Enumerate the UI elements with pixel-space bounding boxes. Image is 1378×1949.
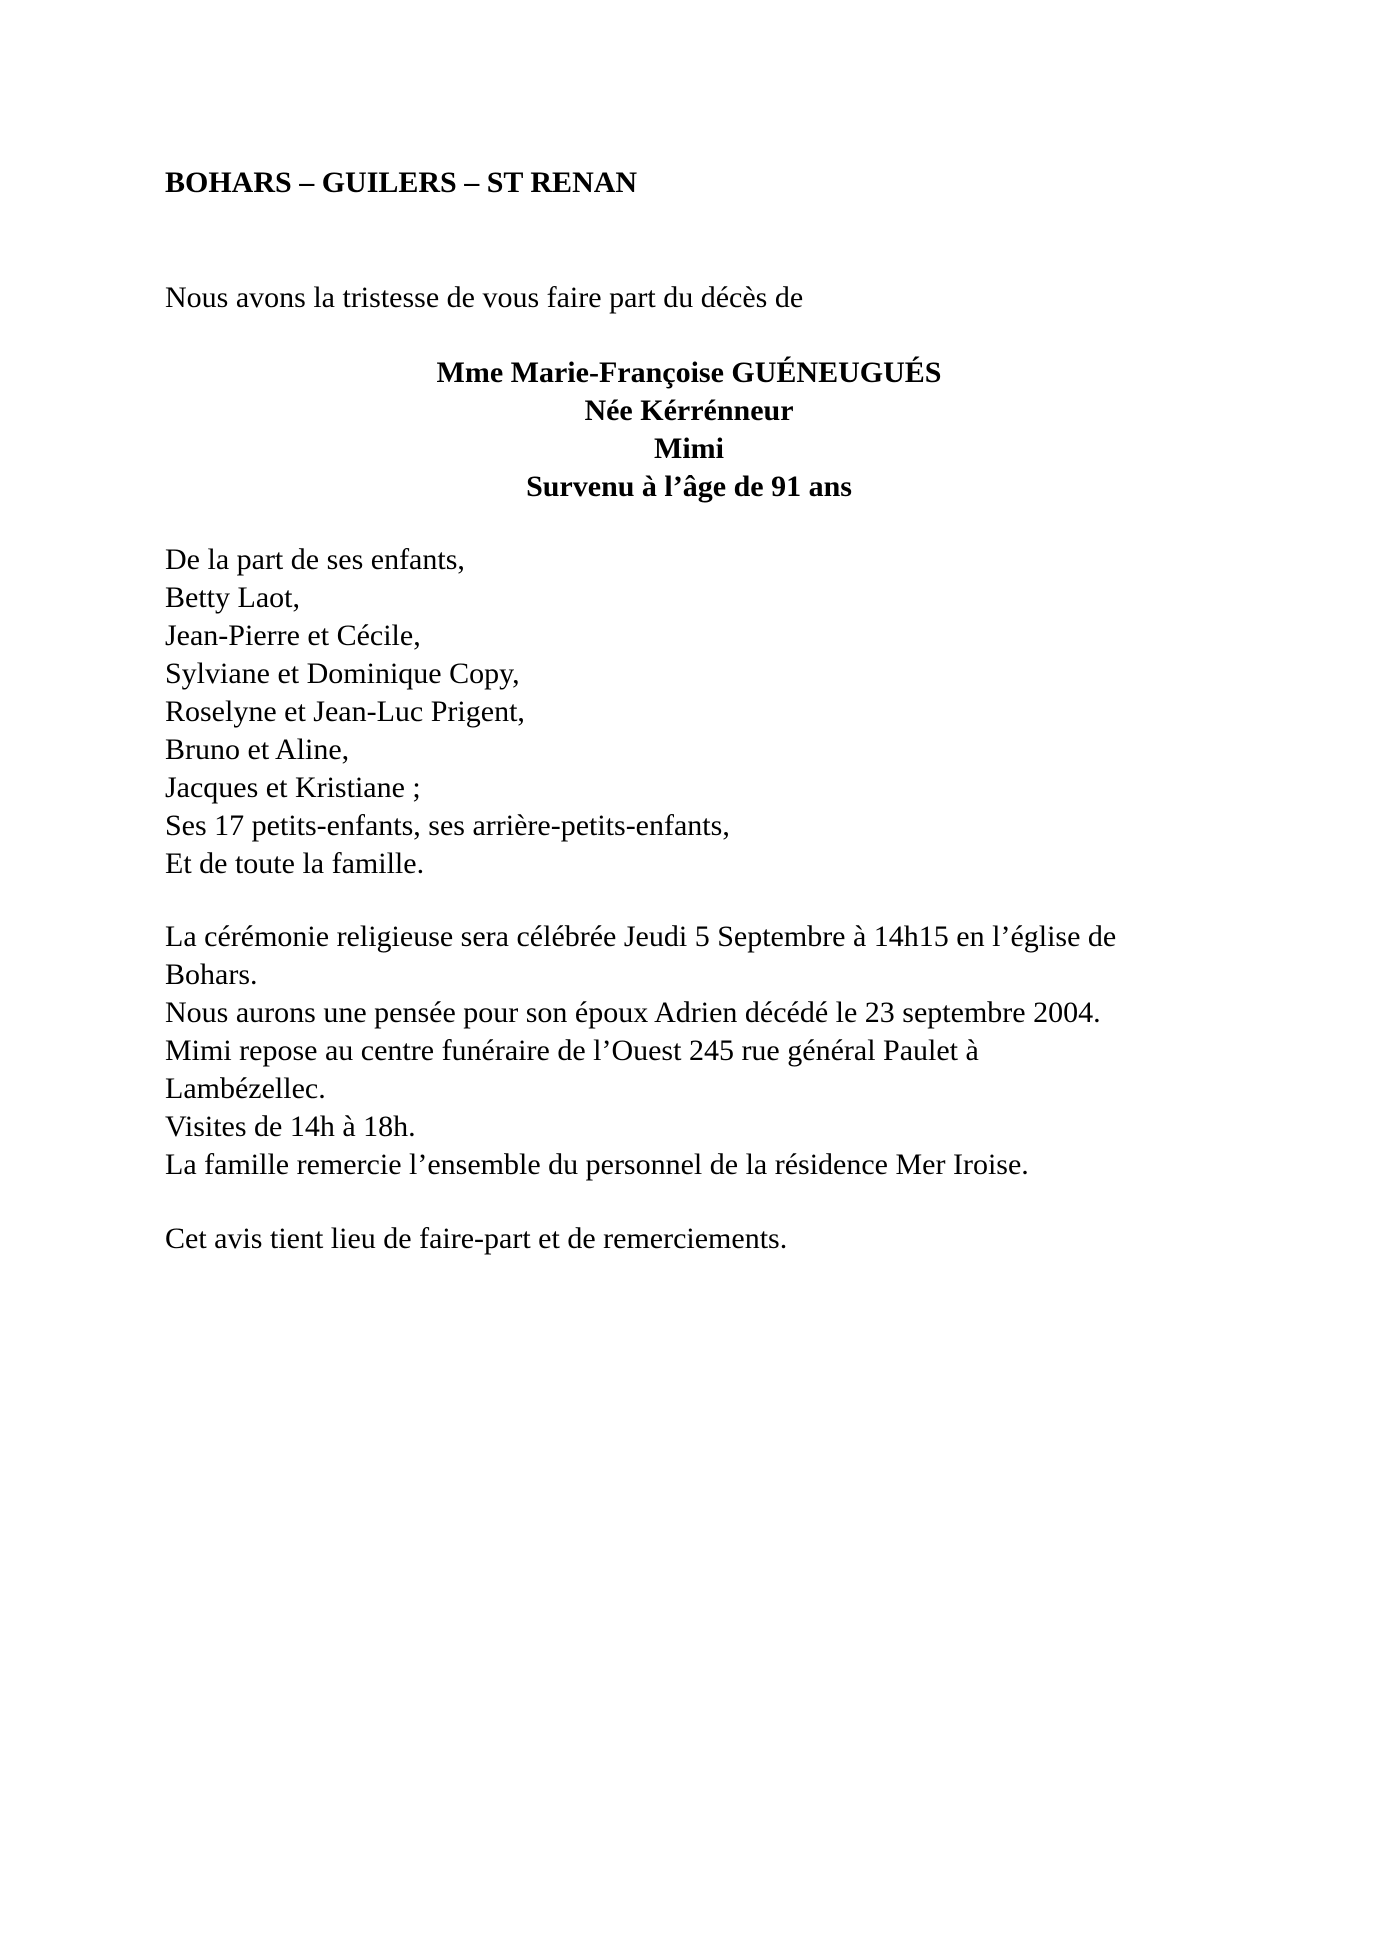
ceremony-line: Mimi repose au centre funéraire de l’Ouest 245 rue général Paulet à bbox=[165, 1034, 979, 1067]
family-line: Roselyne et Jean-Luc Prigent, bbox=[165, 695, 525, 728]
header-locations: BOHARS – GUILERS – ST RENAN bbox=[165, 166, 638, 199]
family-line: De la part de ses enfants, bbox=[165, 543, 465, 576]
family-line: Et de toute la famille. bbox=[165, 847, 425, 880]
intro-text: Nous avons la tristesse de vous faire part du décès de bbox=[165, 281, 804, 314]
deceased-name: Mme Marie-Françoise GUÉNEUGUÉS bbox=[436, 356, 942, 389]
family-line: Ses 17 petits-enfants, ses arrière-petits-enfants, bbox=[165, 809, 730, 842]
deceased-nickname: Mimi bbox=[654, 432, 724, 465]
deceased-maiden-name: Née Kérrénneur bbox=[584, 394, 794, 427]
family-line: Betty Laot, bbox=[165, 581, 300, 614]
family-line: Jean-Pierre et Cécile, bbox=[165, 619, 421, 652]
family-line: Sylviane et Dominique Copy, bbox=[165, 657, 520, 690]
family-line: Bruno et Aline, bbox=[165, 733, 350, 766]
family-line: Jacques et Kristiane ; bbox=[165, 771, 421, 804]
deceased-age: Survenu à l’âge de 91 ans bbox=[526, 470, 852, 503]
ceremony-line: Lambézellec. bbox=[165, 1072, 326, 1105]
ceremony-line: La famille remercie l’ensemble du personnel de la résidence Mer Iroise. bbox=[165, 1148, 1029, 1181]
ceremony-line: Bohars. bbox=[165, 958, 258, 991]
closing-text: Cet avis tient lieu de faire-part et de remerciements. bbox=[165, 1222, 788, 1255]
ceremony-line: La cérémonie religieuse sera célébrée Jeudi 5 Septembre à 14h15 en l’église de bbox=[165, 920, 1117, 953]
ceremony-line: Visites de 14h à 18h. bbox=[165, 1110, 416, 1143]
ceremony-line: Nous aurons une pensée pour son époux Adrien décédé le 23 septembre 2004. bbox=[165, 996, 1101, 1029]
